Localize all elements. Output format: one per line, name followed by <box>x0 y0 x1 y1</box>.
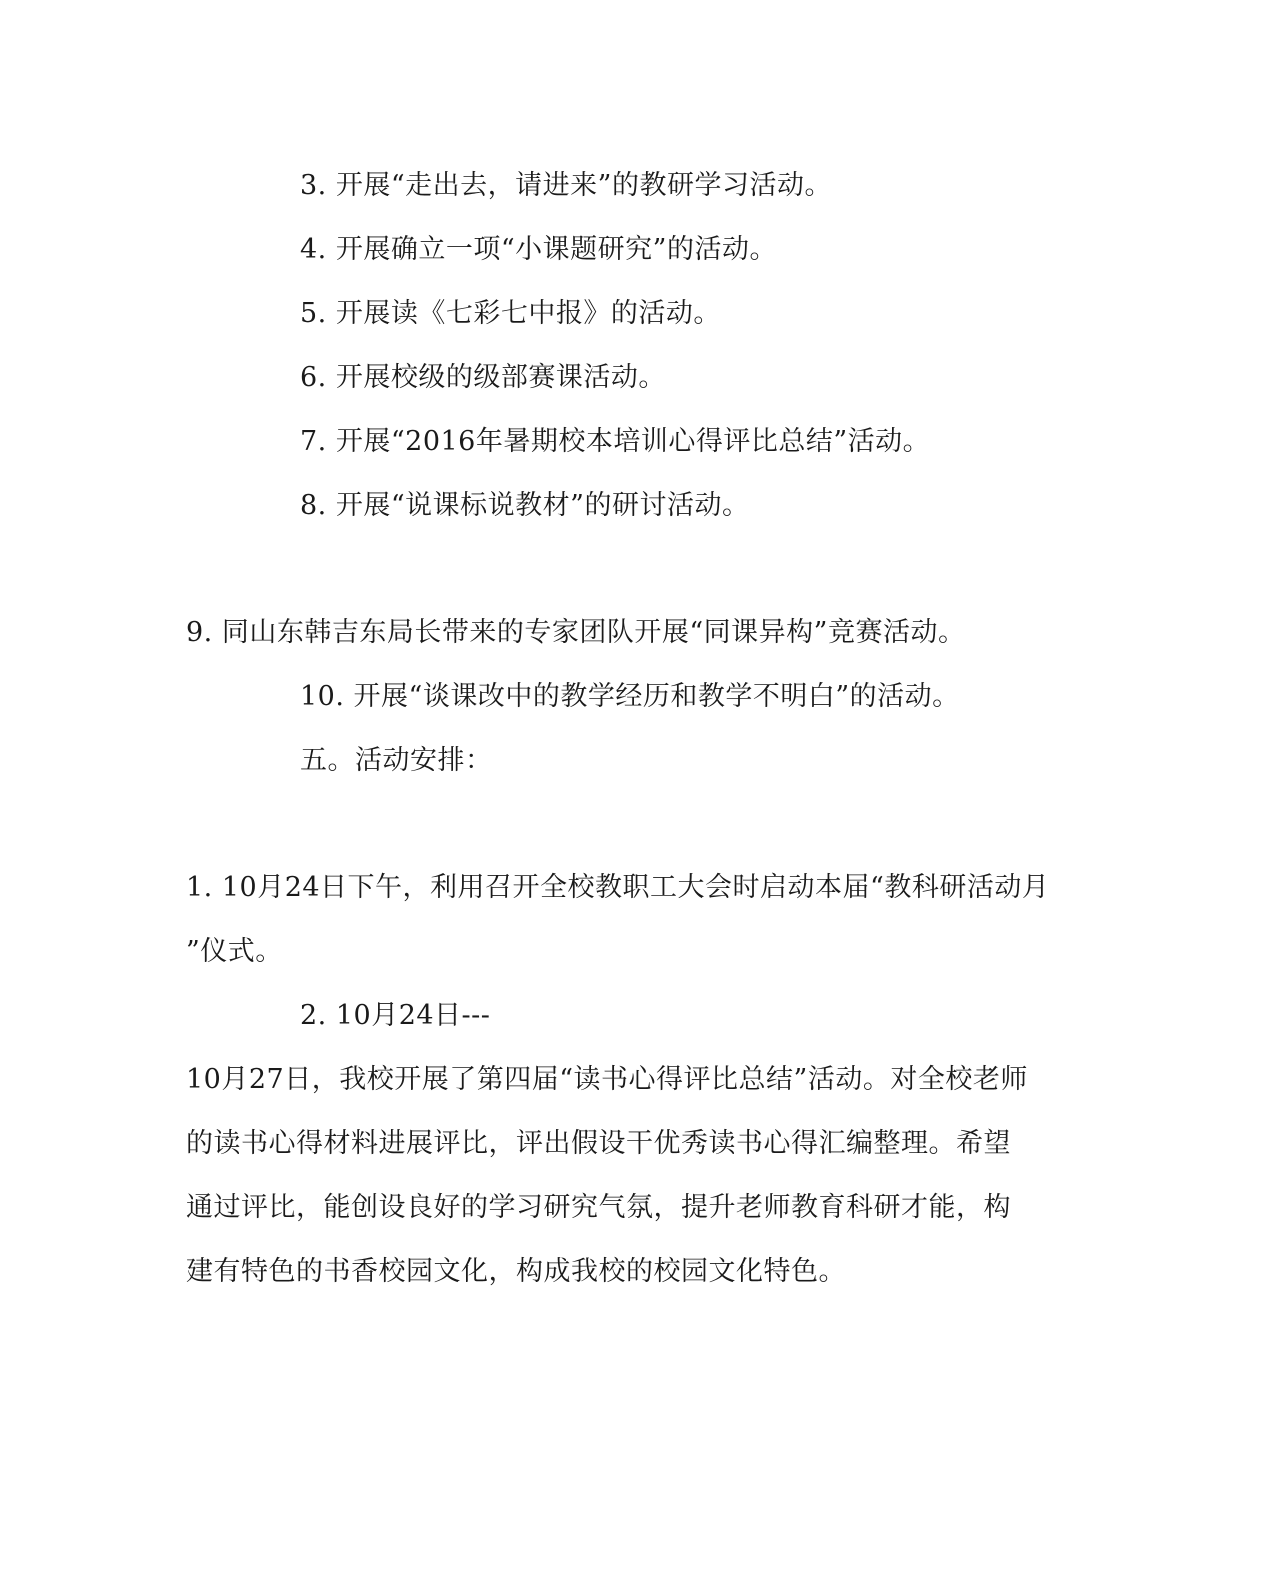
list-item-7: 7. 开展“2016年暑期校本培训心得评比总结”活动。 <box>300 426 931 457</box>
paragraph-line-1: 10月27日，我校开展了第四届“读书心得评比总结”活动。对全校老师 <box>186 1064 1028 1095</box>
list-item-5: 5. 开展读《七彩七中报》的活动。 <box>300 298 721 329</box>
paragraph-line-2: 的读书心得材料进展评比，评出假设干优秀读书心得汇编整理。希望 <box>186 1128 1011 1159</box>
schedule-item-2-line-1: 2. 10月24日--- <box>300 1000 491 1031</box>
list-item-4: 4. 开展确立一项“小课题研究”的活动。 <box>300 234 777 265</box>
section-heading-5: 五。活动安排： <box>300 745 493 776</box>
list-item-8: 8. 开展“说课标说教材”的研讨活动。 <box>300 490 750 521</box>
schedule-item-1-line-2: ”仪式。 <box>186 936 283 967</box>
list-item-3: 3. 开展“走出去，请进来”的教研学习活动。 <box>300 170 832 201</box>
list-item-6: 6. 开展校级的级部赛课活动。 <box>300 362 666 393</box>
schedule-item-1-line-1: 1. 10月24日下午，利用召开全校教职工大会时启动本届“教科研活动月 <box>186 872 1050 903</box>
list-item-9: 9. 同山东韩吉东局长带来的专家团队开展“同课异构”竞赛活动。 <box>186 617 966 648</box>
list-item-10: 10. 开展“谈课改中的教学经历和教学不明白”的活动。 <box>300 681 960 712</box>
paragraph-line-4: 建有特色的书香校园文化，构成我校的校园文化特色。 <box>186 1256 846 1287</box>
paragraph-line-3: 通过评比，能创设良好的学习研究气氛，提升老师教育科研才能，构 <box>186 1192 1011 1223</box>
